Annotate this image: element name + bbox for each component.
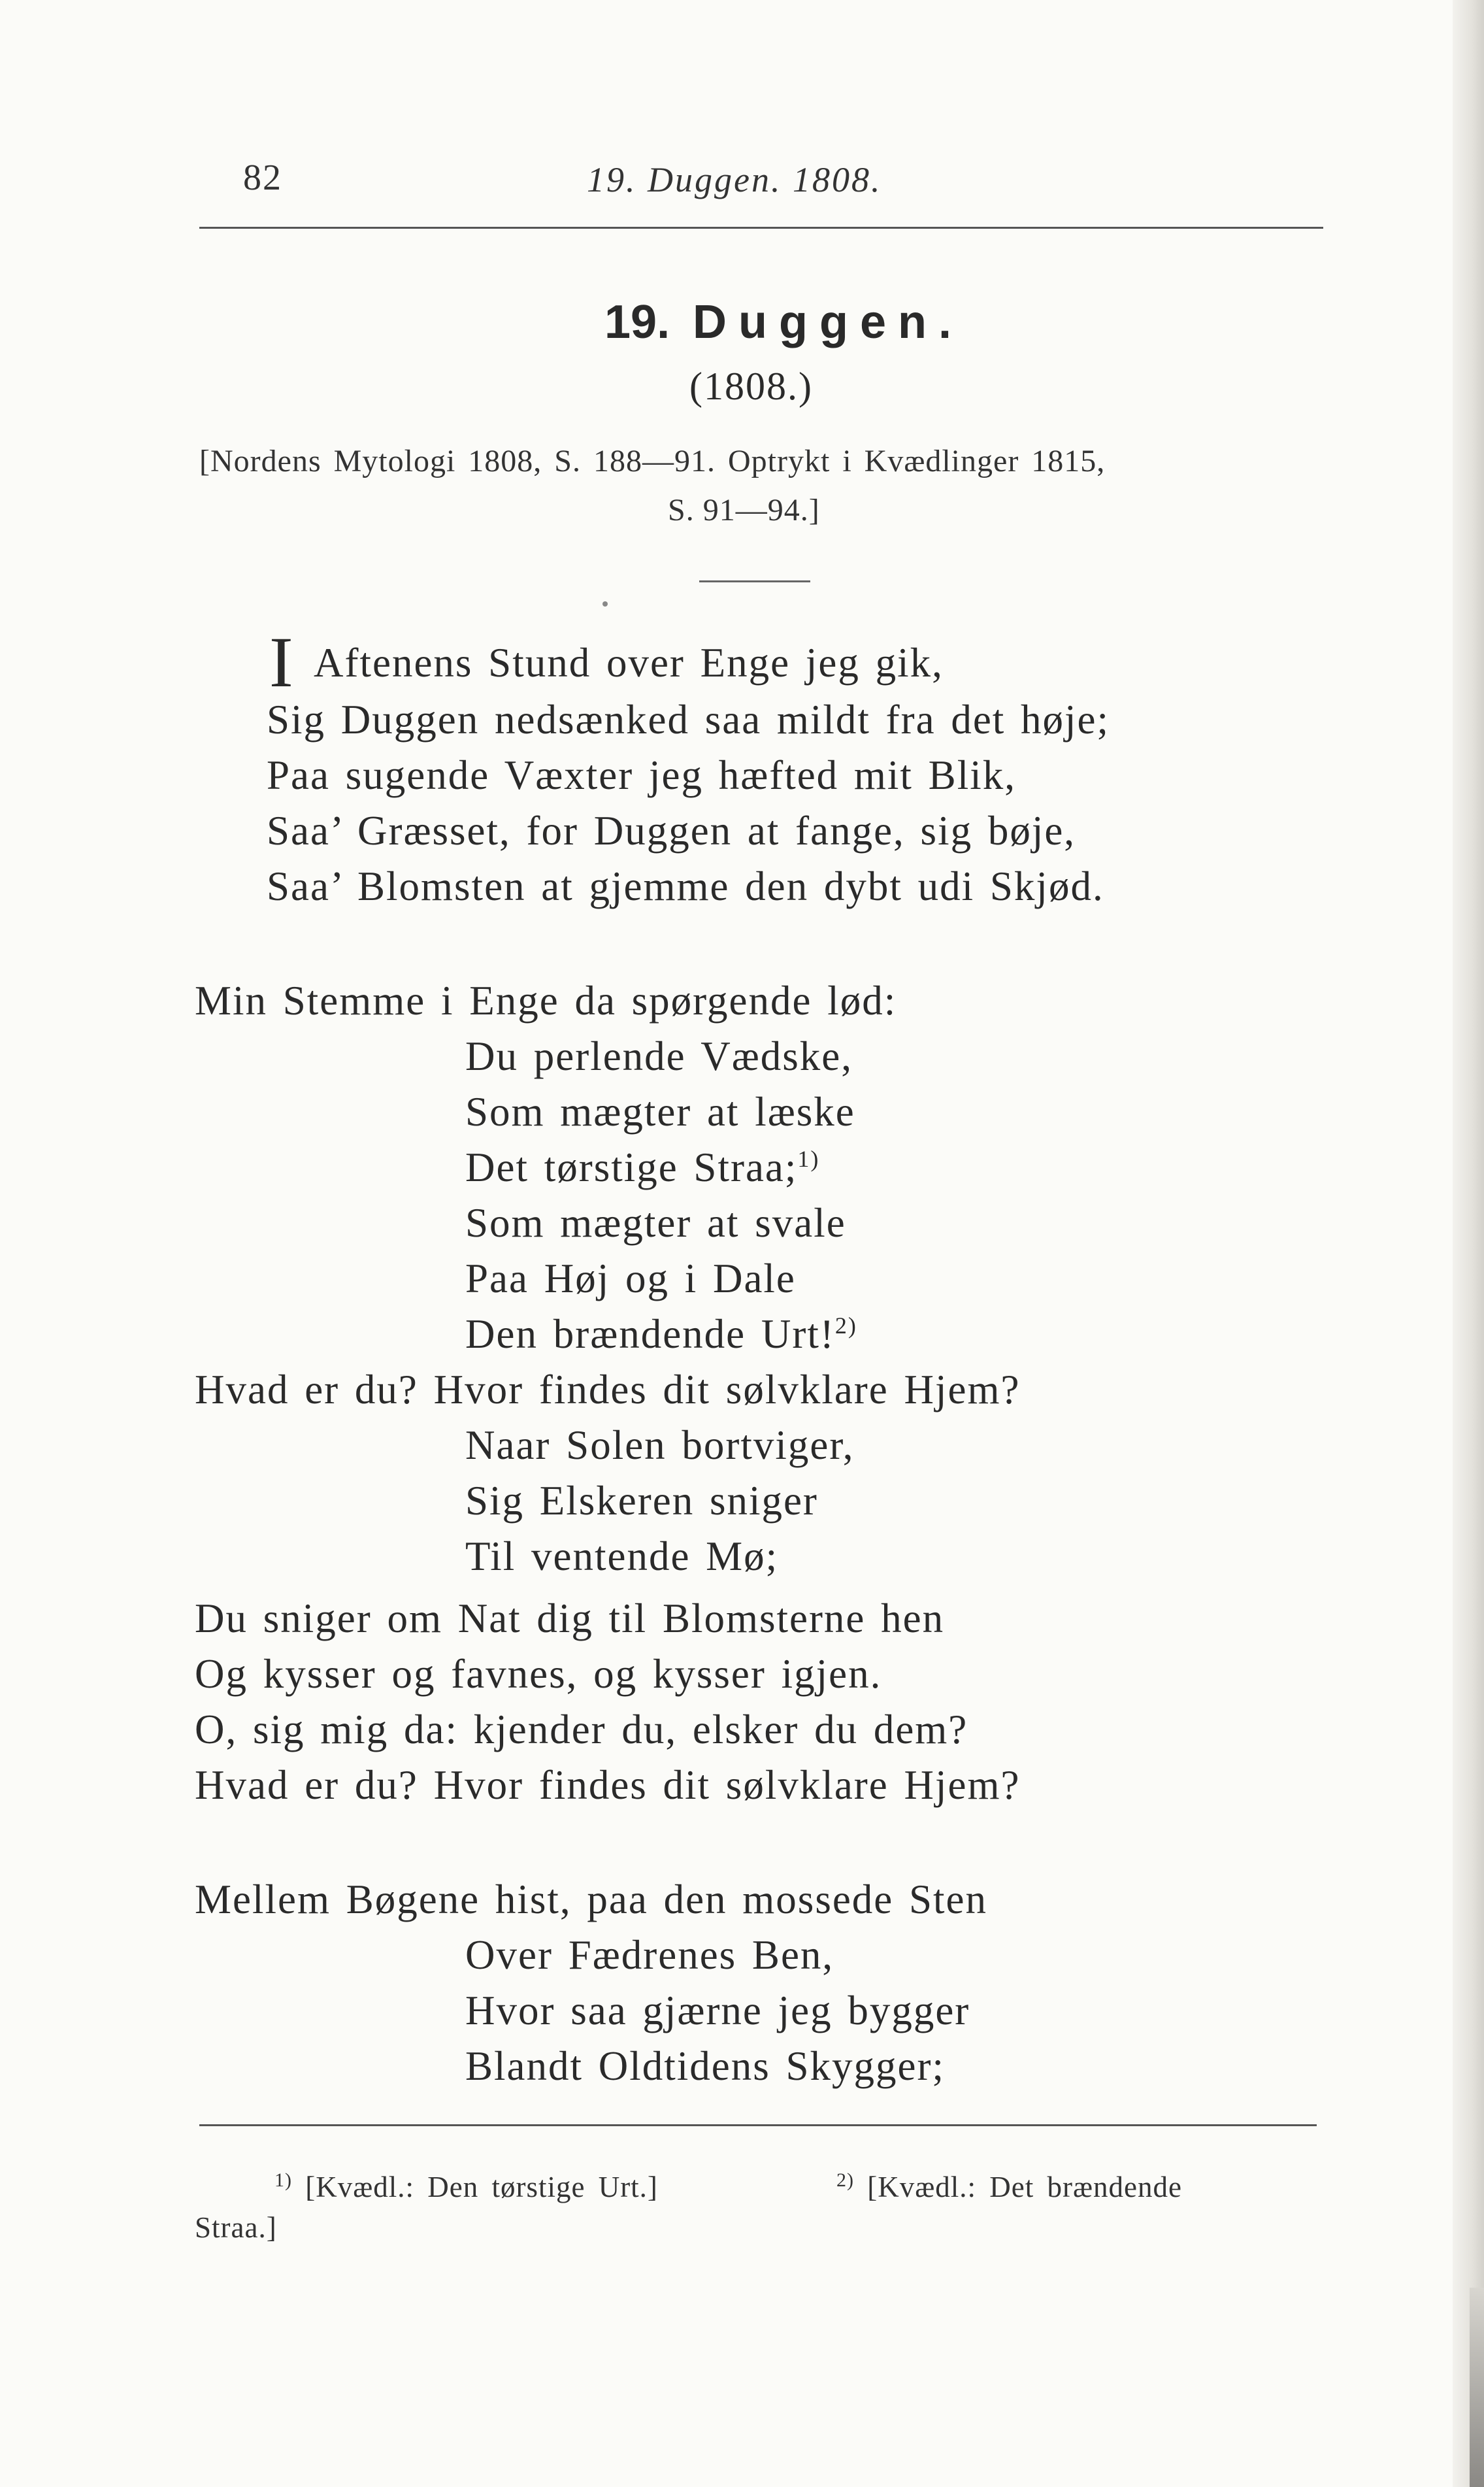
footnote-rule <box>199 2124 1317 2126</box>
footnote-ref-1: 1) <box>797 1146 820 1172</box>
poem-line: Sig Elskeren sniger <box>465 1478 818 1524</box>
source-note-line-1: [Nordens Mytologi 1808, S. 188—91. Optrykt i Kvædlinger 1815, <box>199 444 1106 478</box>
page-number: 82 <box>243 158 282 198</box>
poem-line: Mellem Bøgene hist, paa den mossede Sten <box>195 1877 988 1922</box>
poem-line: Hvor saa gjærne jeg bygger <box>465 1988 970 2033</box>
poem-line <box>465 1144 820 1190</box>
poem-line: Naar Solen bortviger, <box>465 1422 855 1468</box>
poem-line: Over Fædrenes Ben, <box>465 1932 834 1978</box>
running-head: 19. Duggen. 1808. <box>587 160 882 199</box>
poem-line: Som mægter at læske <box>465 1089 855 1135</box>
poem-title: Duggen. <box>693 296 963 348</box>
poem-line: Aftenens Stund over Enge jeg gik, <box>314 640 944 686</box>
source-note-line-2: S. 91—94.] <box>668 493 820 527</box>
poem-line: Saa’ Græsset, for Duggen at fange, sig bøje, <box>267 808 1076 854</box>
poem-line: Blandt Oldtidens Skygger; <box>465 2043 945 2089</box>
poem-line: Sig Duggen nedsænked saa mildt fra det høje; <box>267 697 1110 743</box>
footnote-mark: 2) <box>836 2169 854 2191</box>
footnote-2 <box>836 2170 1182 2204</box>
poem-line: Som mægter at svale <box>465 1200 846 1246</box>
section-divider <box>699 580 810 582</box>
poem-line: Til ventende Mø; <box>465 1533 779 1579</box>
poem-line: Paa sugende Væxter jeg hæfted mit Blik, <box>267 752 1016 798</box>
poem-line: Og kysser og favnes, og kysser igjen. <box>195 1651 882 1697</box>
poem-line: Hvad er du? Hvor findes dit sølvklare Hjem? <box>195 1367 1021 1412</box>
footnote-1 <box>274 2170 658 2204</box>
poem-line: Hvad er du? Hvor findes dit sølvklare Hjem? <box>195 1762 1021 1808</box>
poem-line-text: Det tørstige Straa; <box>465 1144 798 1190</box>
poem-line: Du perlende Vædske, <box>465 1033 853 1079</box>
poem-line: Min Stemme i Enge da spørgende lød: <box>195 978 897 1024</box>
page-edge <box>1453 0 1484 2487</box>
footnote-ref-2: 2) <box>834 1312 857 1339</box>
poem-line: Paa Høj og i Dale <box>465 1256 796 1301</box>
print-speck <box>602 601 608 607</box>
poem-number: 19. <box>604 296 670 348</box>
footnote-2-continuation: Straa.] <box>195 2211 277 2244</box>
poem-line <box>465 1311 857 1357</box>
poem-line: Du sniger om Nat dig til Blomsterne hen <box>195 1595 945 1641</box>
footnote-text: [Kvædl.: Den tørstige Urt.] <box>305 2171 658 2203</box>
drop-cap: I <box>269 622 293 702</box>
header-rule <box>199 227 1323 229</box>
poem-line-text: Den brændende Urt! <box>465 1311 835 1357</box>
poem-line: Saa’ Blomsten at gjemme den dybt udi Skjød. <box>267 863 1104 909</box>
footnote-mark: 1) <box>274 2169 292 2191</box>
page-edge-shadow <box>1470 2288 1484 2487</box>
poem-year: (1808.) <box>689 365 813 408</box>
footnote-text: [Kvædl.: Det brændende <box>867 2171 1182 2203</box>
poem-line: O, sig mig da: kjender du, elsker du dem? <box>195 1707 968 1752</box>
